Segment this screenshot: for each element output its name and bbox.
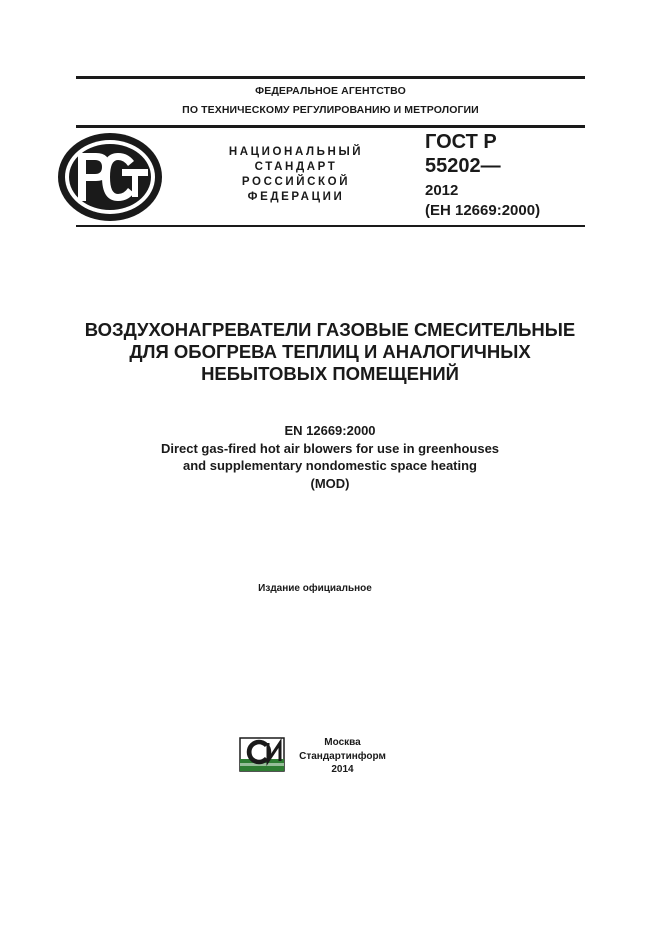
- publisher-block: [290, 736, 395, 777]
- publisher-city: Москва: [324, 737, 361, 748]
- en-standard-block: [40, 422, 620, 492]
- publisher-year: 2014: [331, 764, 354, 775]
- agency-line-1: ФЕДЕРАЛЬНОЕ АГЕНТСТВО: [255, 85, 406, 97]
- title-line-2: ДЛЯ ОБОГРЕВА ТЕПЛИЦ И АНАЛОГИЧНЫХ: [129, 341, 531, 362]
- header-top-rule: [76, 76, 585, 79]
- designation-line-1: ГОСТ Р: [425, 131, 497, 153]
- natl-line-2: СТАНДАРТ: [254, 161, 338, 173]
- en-code: EN 12669:2000: [284, 423, 376, 438]
- header-mid-rule: [76, 125, 585, 128]
- rst-logo-icon: [56, 131, 164, 223]
- en-title-line-2: and supplementary nondomestic space heating: [182, 458, 477, 473]
- en-mod: (MOD): [310, 475, 350, 491]
- title-line-1: ВОЗДУХОНАГРЕВАТЕЛИ ГАЗОВЫЕ СМЕСИТЕЛЬНЫЕ: [84, 319, 576, 340]
- header-bottom-rule: [76, 225, 585, 227]
- standartinform-logo-icon: [239, 737, 285, 772]
- standard-designation: [425, 130, 540, 221]
- publisher-name: Стандартинформ: [299, 750, 386, 762]
- designation-line-2: 55202—: [425, 155, 501, 177]
- official-edition-label: Издание официальное: [258, 583, 372, 594]
- natl-line-3: РОССИЙСКОЙ: [241, 176, 351, 188]
- designation-line-3: 2012: [425, 182, 459, 199]
- title-line-3: НЕБЫТОВЫХ ПОМЕЩЕНИЙ: [201, 363, 459, 384]
- en-title-line-1: Direct gas-fired hot air blowers for use in greenhouses: [160, 440, 500, 456]
- document-title: [30, 319, 630, 385]
- agency-line-2: ПО ТЕХНИЧЕСКОМУ РЕГУЛИРОВАНИЮ И МЕТРОЛОГИИ: [182, 104, 479, 116]
- designation-line-4: (ЕН 12669:2000): [425, 202, 541, 219]
- national-standard-label: [196, 145, 396, 205]
- natl-line-4: ФЕДЕРАЦИИ: [247, 191, 345, 203]
- natl-line-1: НАЦИОНАЛЬНЫЙ: [228, 146, 364, 158]
